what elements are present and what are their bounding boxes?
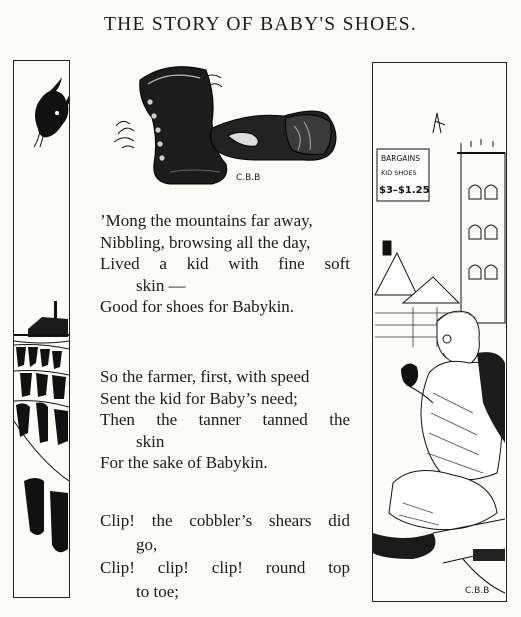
cobbler-illustration xyxy=(373,63,506,601)
goat-farm-illustration xyxy=(14,61,69,597)
poem-line: go, xyxy=(136,534,158,554)
poem-line: Clip! clip! clip! round top xyxy=(100,558,350,577)
left-illustration-panel xyxy=(13,60,70,598)
poem-line: Sent the kid for Baby’s need; xyxy=(100,388,298,408)
poem-line: For the sake of Babykin. xyxy=(100,453,268,472)
poem-line: skin xyxy=(136,431,165,451)
svg-text:C.B.B: C.B.B xyxy=(465,586,490,596)
poem-stanza-2 xyxy=(100,366,350,474)
poem-line: skin — xyxy=(136,275,186,295)
svg-text:KID SHOES: KID SHOES xyxy=(381,169,417,177)
poem-stanza-1 xyxy=(100,210,350,318)
cobbler-figure xyxy=(373,311,505,593)
poem-line: Then the tanner tanned the xyxy=(100,410,350,429)
poem-stanza-3 xyxy=(100,510,350,604)
right-illustration-panel xyxy=(372,62,507,602)
poem-line: Good for shoes for Babykin. xyxy=(100,297,295,316)
poem-line: to toe; xyxy=(136,581,179,601)
shop-sign xyxy=(377,149,430,201)
goat-head-icon xyxy=(34,77,69,147)
poem-line: Clip! the cobbler’s shears did xyxy=(100,511,350,530)
svg-text:C.B.B: C.B.B xyxy=(236,173,261,183)
page-title: THE STORY OF BABY'S SHOES. xyxy=(103,14,418,35)
poem-line: ’Mong the mountains far away, xyxy=(100,211,313,230)
poem-line: So the farmer, first, with speed xyxy=(100,367,310,386)
svg-text:BARGAINS: BARGAINS xyxy=(381,154,421,163)
baby-shoes-illustration xyxy=(108,56,348,196)
poem-line: Nibbling, browsing all the day, xyxy=(100,232,311,252)
poem-line: Lived a kid with fine soft xyxy=(100,254,350,273)
svg-text:$3–$1.25: $3–$1.25 xyxy=(379,185,430,196)
